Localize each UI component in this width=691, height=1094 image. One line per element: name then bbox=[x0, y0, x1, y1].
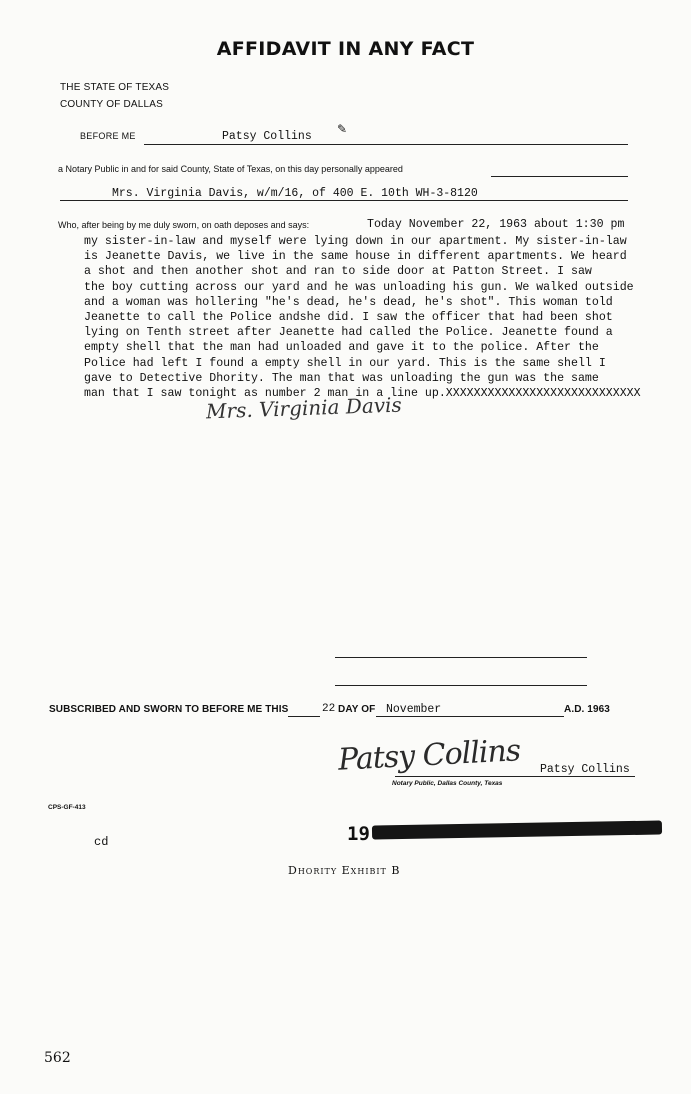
year-stamp: 19 bbox=[347, 823, 370, 845]
notary-name-field: Patsy Collins bbox=[222, 130, 312, 143]
page-number: 562 bbox=[44, 1050, 71, 1066]
affiant-name-field: Mrs. Virginia Davis, w/m/16, of 400 E. 10th WH-3-8120 bbox=[112, 187, 478, 200]
sworn-label: Who, after being by me duly sworn, on oath deposes and says: bbox=[58, 220, 310, 230]
affiant-signature: Mrs. Virginia Davis bbox=[205, 392, 403, 424]
affiant-signature-line-1 bbox=[335, 657, 587, 658]
statement-line: Police had left I found a empty shell in our yard. This is the same shell I bbox=[84, 356, 606, 370]
statement-body bbox=[84, 234, 674, 401]
month-value: November bbox=[386, 703, 442, 716]
statement-line: my sister-in-law and myself were lying down in our apartment. My sister-in-law bbox=[84, 235, 627, 248]
statement-line: Jeanette to call the Police andshe did. I saw the officer that had been shot bbox=[84, 311, 613, 325]
day-line bbox=[288, 716, 320, 717]
initials: cd bbox=[94, 835, 109, 849]
affiant-line-rule bbox=[60, 200, 628, 201]
statement-line: empty shell that the man had unloaded and gave it to the police. After the bbox=[84, 341, 599, 355]
day-of-label: DAY OF bbox=[338, 704, 376, 715]
statement-line: and a woman was hollering "he's dead, he's dead, he's shot". This woman told bbox=[84, 295, 613, 309]
statement-line: a shot and then another shot and ran to side door at Patton Street. I saw bbox=[84, 265, 592, 279]
page-title: AFFIDAVIT IN ANY FACT bbox=[216, 38, 475, 60]
notary-statement-line bbox=[491, 176, 628, 177]
before-me-line bbox=[144, 144, 628, 145]
month-line bbox=[376, 716, 564, 717]
notary-statement: a Notary Public in and for said County, State of Texas, on this day personally appeared bbox=[58, 164, 403, 174]
notary-caption: Notary Public, Dallas County, Texas bbox=[392, 780, 503, 787]
statement-line: lying on Tenth street after Jeanette had called the Police. Jeanette found a bbox=[84, 326, 613, 340]
before-me-label: BEFORE ME bbox=[80, 131, 136, 141]
exhibit-label: Dhority Exhibit B bbox=[288, 864, 401, 877]
pen-mark: ✎ bbox=[337, 122, 348, 136]
redaction-mark bbox=[372, 820, 662, 839]
county-label: COUNTY OF DALLAS bbox=[60, 99, 164, 110]
notary-signature-line bbox=[395, 776, 635, 777]
statement-line: gave to Detective Dhority. The man that was unloading the gun was the same bbox=[84, 371, 599, 385]
subscribed-label: SUBSCRIBED AND SWORN TO BEFORE ME THIS bbox=[49, 704, 289, 715]
notary-signature: Patsy Collins bbox=[337, 733, 521, 778]
statement-line: is Jeanette Davis, we live in the same house in different apartments. We heard bbox=[84, 250, 627, 264]
statement-line: man that I saw tonight as number 2 man in a line up.XXXXXXXXXXXXXXXXXXXXXXXXXXXX bbox=[84, 387, 641, 401]
affiant-signature-line-2 bbox=[335, 685, 587, 686]
day-value: 22 bbox=[322, 703, 336, 715]
form-code: CPS-GF-413 bbox=[48, 804, 86, 811]
statement-first-line: Today November 22, 1963 about 1:30 pm bbox=[367, 218, 625, 231]
notary-typed-name: Patsy Collins bbox=[540, 763, 630, 776]
statement-line: the boy cutting across our yard and he was unloading his gun. We walked outside bbox=[84, 280, 634, 294]
state-label: THE STATE OF TEXAS bbox=[60, 82, 170, 93]
ad-label: A.D. 1963 bbox=[564, 704, 610, 715]
